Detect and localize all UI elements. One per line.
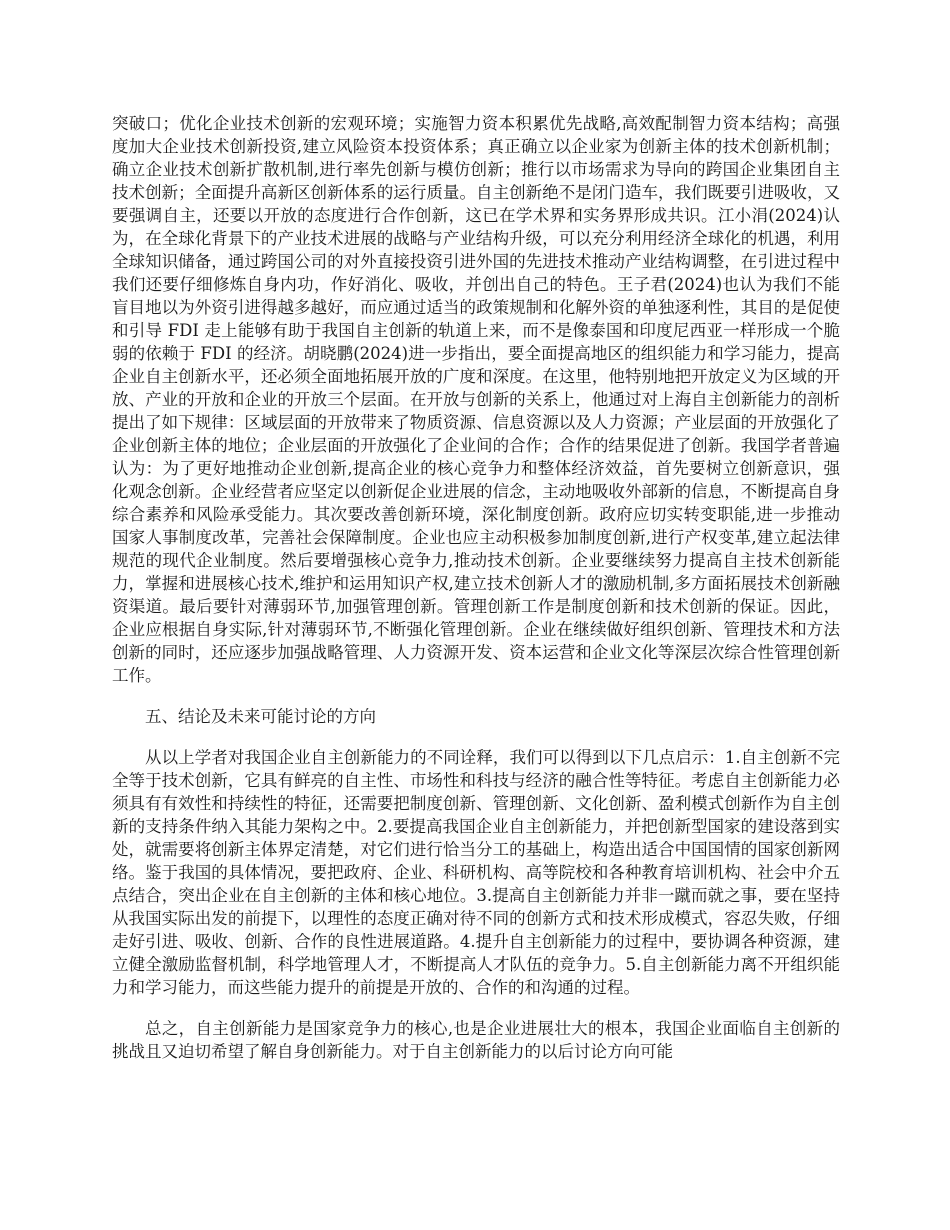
section-heading: 五、结论及未来可能讨论的方向 [145, 707, 376, 726]
body-paragraph-1: 突破口；优化企业技术创新的宏观环境；实施智力资本积累优先战略,高效配制智力资本结构；高强度加大企业技术创新投资,建立风险资本投资体系；真正确立以企业家为创新主体的技术创新机制；确立企业技术创新扩散机制,进行率先创新与模仿创新；推行以市场需求为导向的跨国企业集团自主技术创新；全面提升高新区创新体系的运行质量。自主创新绝不是闭门造车，我们既要引进吸收，又要强调自主，还要以开放的态度进行合作创新，这已在学术界和实务界形成共识。江小涓(2024)认为，在全球化背景下的产业技术进展的战略与产业结构升级，可以充分利用经济全球化的机遇，利用全球知识储备，通过跨国公司的对外直接投资引进外国的先进技术推动产业结构调整，在引进过程中我们还要仔细修炼自身内功，作好消化、吸收，并创出自己的特色。王子君(2024)也认为我们不能盲目地以为外资引进得越多越好，而应通过适当的政策规制和化解外资的单独逐利性，其目的是促使和引导 FDI 走上能够有助于我国自主创新的轨道上来，而不是像泰国和印度尼西亚一样形成一个脆弱的依赖于 FDI 的经济。胡晓鹏(2024)进一步指出，要全面提高地区的组织能力和学习能力，提高企业自主创新水平，还必须全面地拓展开放的广度和深度。在这里，他特别地把开放定义为区域的开放、产业的开放和企业的开放三个层面。在开放与创新的关系上，他通过对上海自主创新能力的剖析提出了如下规律：区域层面的开放带来了物质资源、信息资源以及人力资源；产业层面的开放强化了企业创新主体的地位；企业层面的开放强化了企业间的合作；合作的结果促进了创新。我国学者普遍认为：为了更好地推动企业创新,提高企业的核心竞争力和整体经济效益，首先要树立创新意识，强化观念创新。企业经营者应坚定以创新促企业进展的信念，主动地吸收外部新的信息，不断提高自身综合素养和风险承受能力。其次要改善创新环境，深化制度创新。政府应切实转变职能,进一步推动国家人事制度改革，完善社会保障制度。企业也应主动积极参加制度创新,进行产权变革,建立起法律规范的现代企业制度。然后要增强核心竞争力,推动技术创新。企业要继续努力提高自主技术创新能力，掌握和进展核心技术,维护和运用知识产权,建立技术创新人才的激励机制,多方面拓展技术创新融资渠道。最后要针对薄弱环节,加强管理创新。管理创新工作是制度创新和技术创新的保证。因此，企业应根据自身实际,针对薄弱环节,不断强化管理创新。企业在继续做好组织创新、管理技术和方法创新的同时，还应逐步加强战略管理、人力资源开发、资本运营和企业文化等深层次综合性管理创新工作。 [112, 114, 840, 685]
body-paragraph-3: 总之，自主创新能力是国家竞争力的核心,也是企业进展壮大的根本，我国企业面临自主创新的挑战且又迫切希望了解自身创新能力。对于自主创新能力的以后讨论方向可能 [112, 1019, 840, 1061]
body-paragraph-2: 从以上学者对我国企业自主创新能力的不同诠释，我们可以得到以下几点启示：1.自主创新不完全等于技术创新，它具有鲜亮的自主性、市场性和科技与经济的融合性等特征。考虑自主创新能力必须具有有效性和持续性的特征，还需要把制度创新、管理创新、文化创新、盈利模式创新作为自主创新的支持条件纳入其能力架构之中。2.要提高我国企业自主创新能力，并把创新型国家的建设落到实处，就需要将创新主体界定清楚，对它们进行恰当分工的基础上，构造出适合中国国情的国家创新网络。鉴于我国的具体情况，要把政府、企业、科研机构、高等院校和各种教育培训机构、社会中介五点结合，突出企业在自主创新的主体和核心地位。3.提高自主创新能力并非一蹴而就之事，要在坚持从我国实际出发的前提下，以理性的态度正确对待不同的创新方式和技术形成模式，容忍失败，仔细走好引进、吸收、创新、合作的良性进展道路。4.提升自主创新能力的过程中，要协调各种资源，建立健全激励监督机制，科学地管理人才，不断提高人才队伍的竞争力。5.自主创新能力离不开组织能力和学习能力，而这些能力提升的前提是开放的、合作的和沟通的过程。 [112, 748, 840, 997]
document-page [112, 112, 840, 1063]
